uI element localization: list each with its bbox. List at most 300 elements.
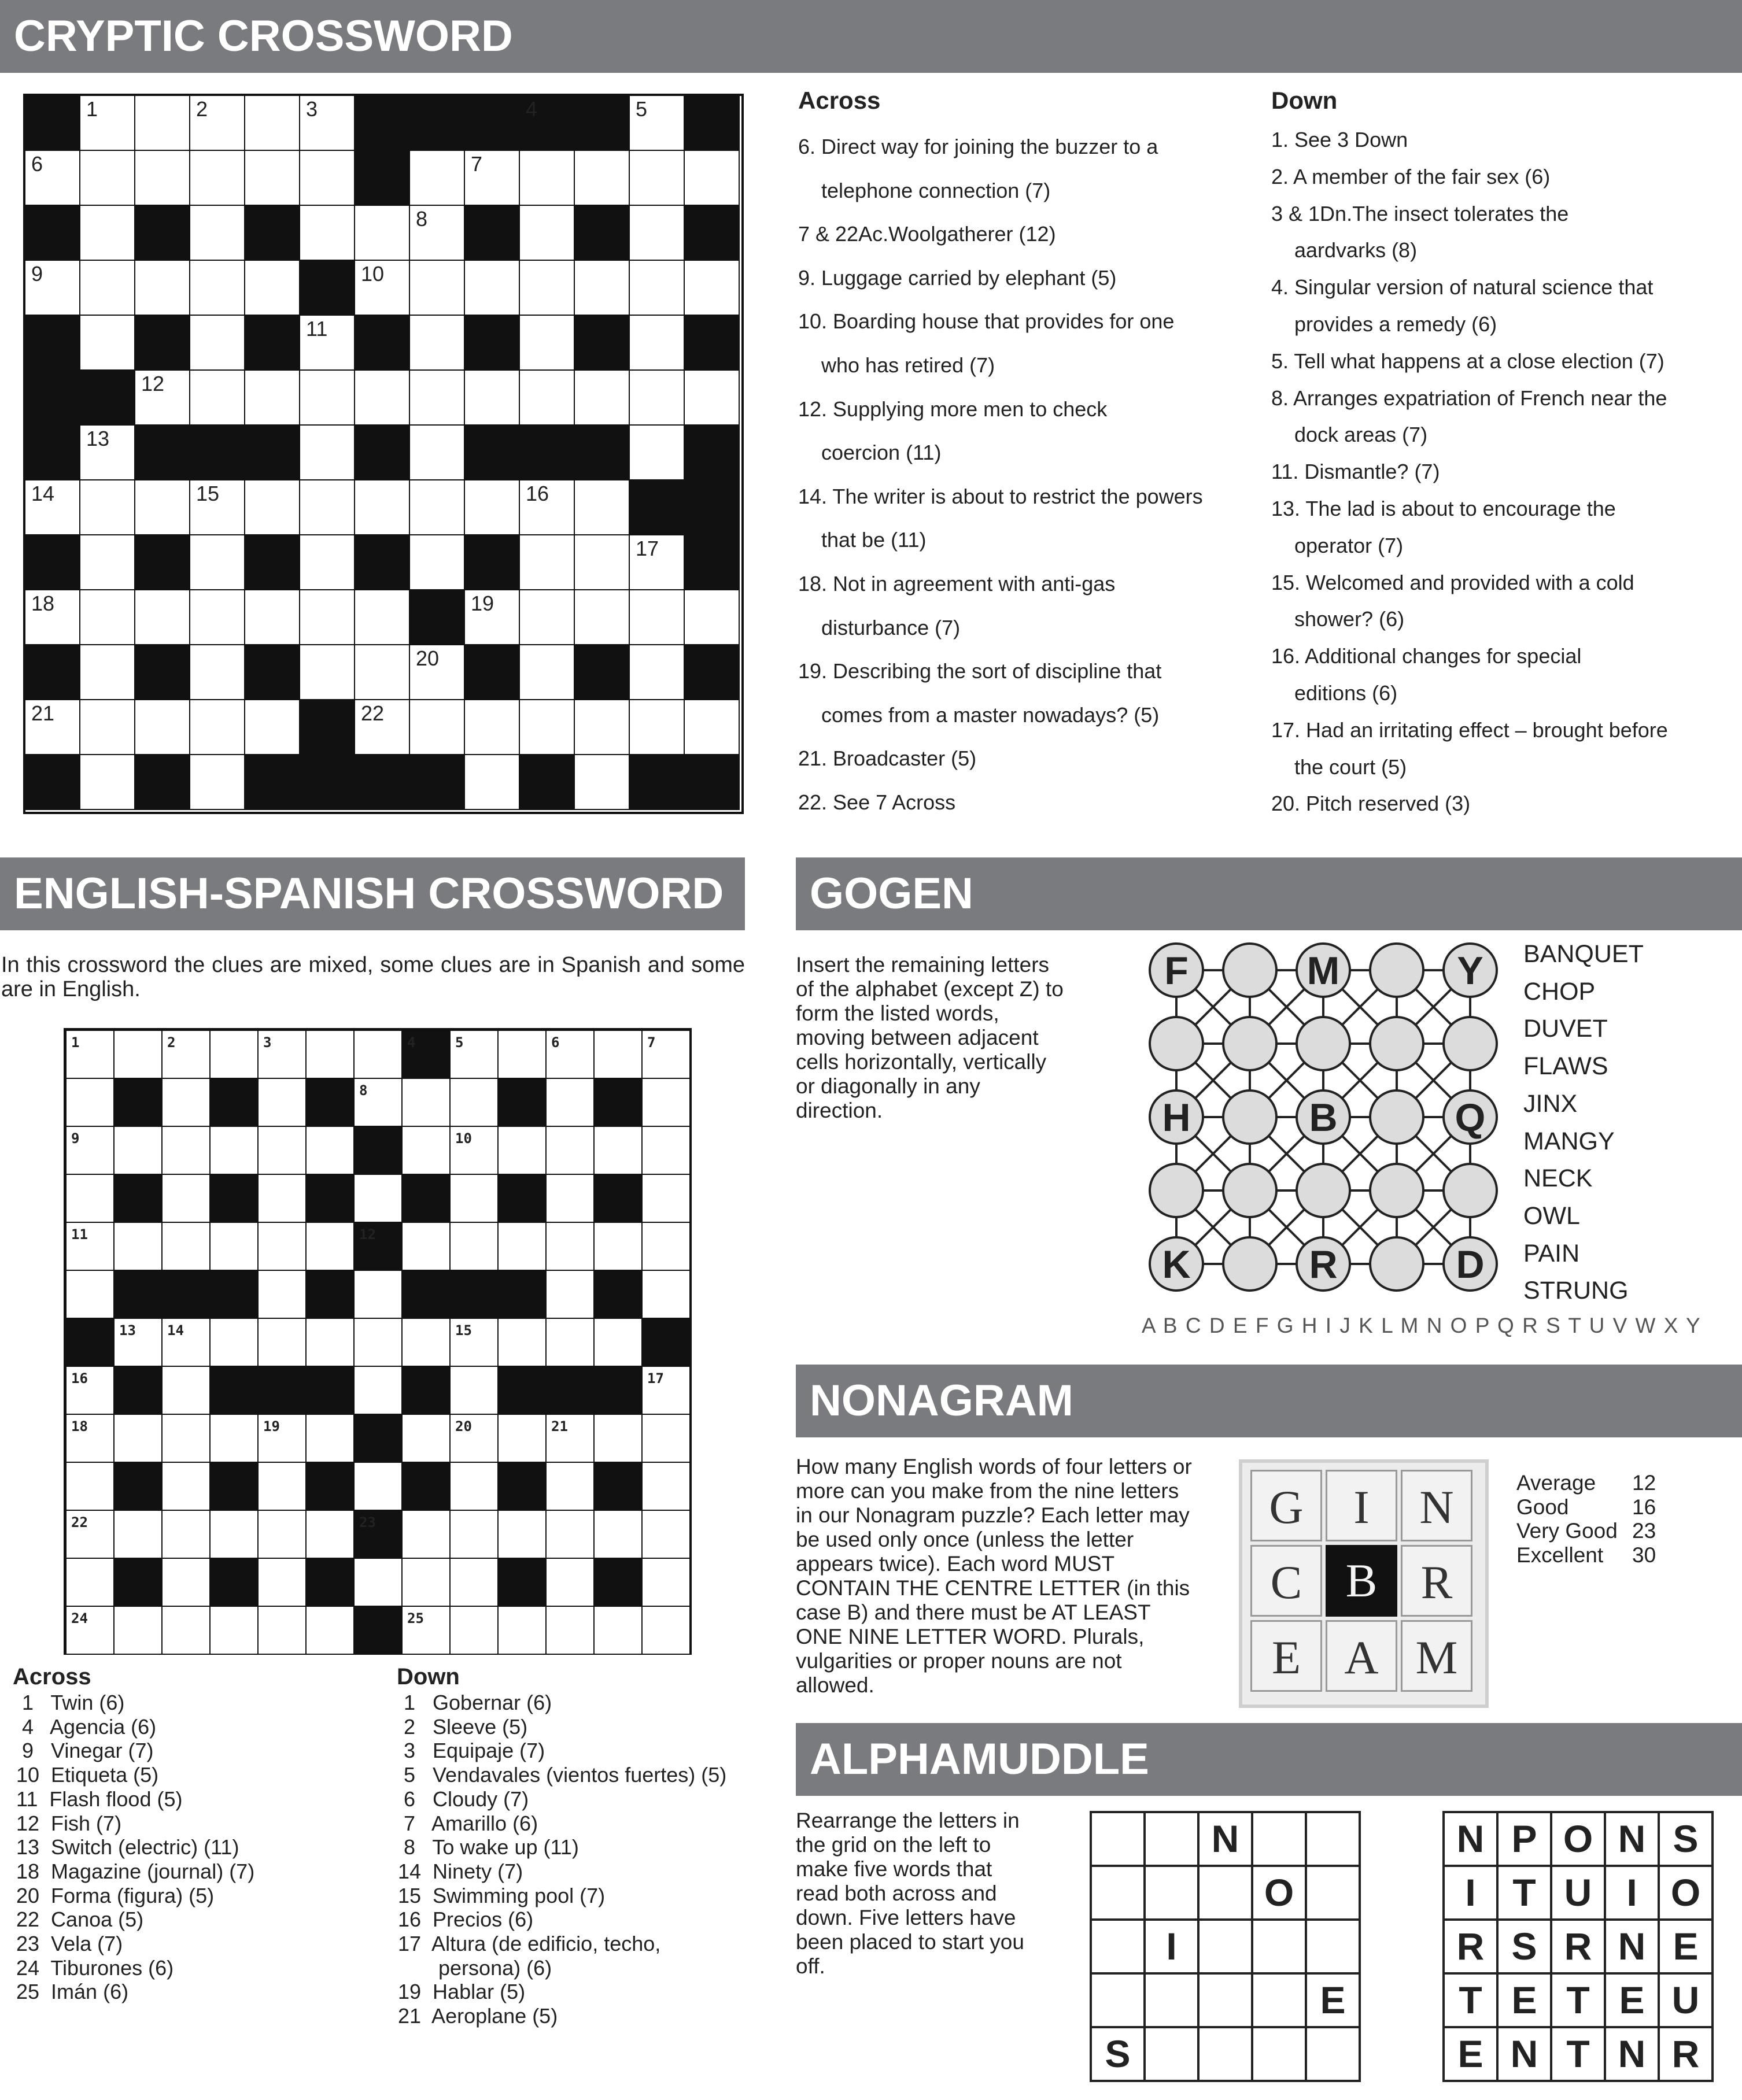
black-cell bbox=[403, 1175, 451, 1223]
white-cell[interactable] bbox=[520, 535, 575, 590]
alphamuddle-cell[interactable] bbox=[1143, 1972, 1200, 2028]
white-cell[interactable] bbox=[80, 480, 135, 535]
alphamuddle-cell[interactable] bbox=[1305, 2026, 1361, 2082]
white-cell[interactable] bbox=[547, 1607, 595, 1655]
white-cell[interactable] bbox=[575, 371, 630, 426]
gogen-cell[interactable] bbox=[1223, 944, 1276, 997]
black-cell bbox=[25, 206, 80, 261]
white-cell[interactable] bbox=[410, 700, 465, 755]
clue-number: 11 bbox=[306, 317, 328, 341]
white-cell[interactable] bbox=[115, 1607, 163, 1655]
white-cell[interactable] bbox=[499, 1607, 547, 1655]
gogen-cell[interactable] bbox=[1370, 1017, 1423, 1070]
white-cell[interactable] bbox=[163, 1223, 211, 1271]
white-cell[interactable] bbox=[520, 206, 575, 261]
clue-number: 10 bbox=[455, 1130, 472, 1147]
white-cell[interactable] bbox=[630, 700, 685, 755]
white-cell[interactable] bbox=[499, 1415, 547, 1463]
white-cell[interactable] bbox=[355, 1031, 403, 1079]
white-cell[interactable] bbox=[630, 426, 685, 480]
alphamuddle-cell[interactable] bbox=[1251, 1918, 1307, 1975]
cryptic-title: CRYPTIC CROSSWORD bbox=[14, 12, 513, 61]
white-cell[interactable] bbox=[259, 1319, 307, 1367]
white-cell[interactable] bbox=[547, 1559, 595, 1607]
white-cell[interactable] bbox=[403, 1127, 451, 1175]
white-cell[interactable] bbox=[190, 206, 245, 261]
white-cell[interactable] bbox=[685, 261, 740, 316]
white-cell[interactable] bbox=[307, 1511, 355, 1559]
white-cell[interactable] bbox=[80, 261, 135, 316]
alphamuddle-cell[interactable]: S bbox=[1090, 2026, 1146, 2082]
black-cell bbox=[115, 1367, 163, 1415]
white-cell[interactable] bbox=[465, 261, 520, 316]
clue-line: 17. Had an irritating effect – brought before bbox=[1271, 718, 1668, 742]
black-cell bbox=[575, 316, 630, 371]
white-cell[interactable] bbox=[300, 480, 355, 535]
white-cell[interactable] bbox=[259, 1175, 307, 1223]
white-cell[interactable] bbox=[451, 1607, 499, 1655]
gogen-word: PAIN bbox=[1523, 1239, 1580, 1267]
black-cell bbox=[245, 645, 300, 700]
white-cell[interactable] bbox=[643, 1175, 691, 1223]
white-cell[interactable] bbox=[595, 1223, 643, 1271]
clue-line: 19 Hablar (5) bbox=[398, 1980, 526, 2004]
white-cell[interactable] bbox=[300, 645, 355, 700]
white-cell[interactable] bbox=[547, 1463, 595, 1511]
white-cell[interactable] bbox=[163, 1511, 211, 1559]
white-cell[interactable] bbox=[630, 151, 685, 206]
white-cell[interactable] bbox=[190, 755, 245, 810]
white-cell[interactable] bbox=[465, 480, 520, 535]
white-cell[interactable] bbox=[451, 1463, 499, 1511]
white-cell[interactable] bbox=[575, 755, 630, 810]
clue-number: 5 bbox=[636, 97, 648, 121]
white-cell[interactable] bbox=[465, 755, 520, 810]
white-cell[interactable] bbox=[307, 1415, 355, 1463]
white-cell[interactable] bbox=[80, 206, 135, 261]
white-cell[interactable] bbox=[190, 316, 245, 371]
white-cell[interactable] bbox=[643, 1271, 691, 1319]
white-cell[interactable] bbox=[67, 1175, 115, 1223]
black-cell bbox=[499, 1175, 547, 1223]
clue-number: 23 bbox=[359, 1514, 376, 1530]
white-cell[interactable] bbox=[465, 700, 520, 755]
alphamuddle-cell[interactable] bbox=[1090, 1918, 1146, 1975]
nonagram-letter: R bbox=[1401, 1545, 1472, 1617]
white-cell[interactable] bbox=[630, 590, 685, 645]
white-cell[interactable] bbox=[630, 316, 685, 371]
white-cell[interactable] bbox=[67, 1079, 115, 1127]
gogen-word: NECK bbox=[1523, 1164, 1593, 1193]
alphamuddle-cell[interactable] bbox=[1305, 1811, 1361, 1867]
alphamuddle-cell[interactable] bbox=[1251, 2026, 1307, 2082]
alphamuddle-cell: N bbox=[1442, 1811, 1499, 1867]
white-cell[interactable] bbox=[685, 700, 740, 755]
clue-line: disturbance (7) bbox=[798, 615, 961, 639]
white-cell[interactable] bbox=[115, 1127, 163, 1175]
nonagram-letter: C bbox=[1250, 1545, 1322, 1617]
white-cell[interactable] bbox=[190, 371, 245, 426]
clue-line: 25 Imán (6) bbox=[16, 1980, 129, 2004]
gogen-cell[interactable] bbox=[1297, 1164, 1350, 1217]
black-cell bbox=[499, 1271, 547, 1319]
white-cell[interactable] bbox=[300, 535, 355, 590]
white-cell[interactable] bbox=[403, 1511, 451, 1559]
white-cell[interactable] bbox=[520, 700, 575, 755]
gogen-cell[interactable] bbox=[1150, 1164, 1203, 1217]
clue-line: 1. See 3 Down bbox=[1271, 128, 1408, 151]
white-cell[interactable] bbox=[643, 1079, 691, 1127]
white-cell[interactable] bbox=[259, 1223, 307, 1271]
gogen-cell[interactable] bbox=[1370, 1237, 1423, 1291]
white-cell[interactable] bbox=[80, 700, 135, 755]
white-cell[interactable] bbox=[643, 1223, 691, 1271]
white-cell[interactable] bbox=[595, 1319, 643, 1367]
alphamuddle-cell[interactable]: N bbox=[1197, 1811, 1253, 1867]
alphamuddle-cell[interactable] bbox=[1143, 2026, 1200, 2082]
white-cell[interactable] bbox=[211, 1031, 259, 1079]
white-cell[interactable] bbox=[115, 1511, 163, 1559]
white-cell[interactable] bbox=[163, 1463, 211, 1511]
white-cell[interactable] bbox=[190, 535, 245, 590]
white-cell[interactable] bbox=[520, 261, 575, 316]
white-cell[interactable] bbox=[355, 1367, 403, 1415]
gogen-cell[interactable] bbox=[1223, 1237, 1276, 1291]
white-cell[interactable] bbox=[575, 151, 630, 206]
black-cell bbox=[465, 316, 520, 371]
white-cell[interactable] bbox=[135, 590, 190, 645]
white-cell[interactable] bbox=[595, 1127, 643, 1175]
white-cell[interactable] bbox=[190, 645, 245, 700]
white-cell[interactable] bbox=[80, 645, 135, 700]
white-cell[interactable] bbox=[115, 1031, 163, 1079]
white-cell[interactable] bbox=[259, 1559, 307, 1607]
black-cell bbox=[355, 1127, 403, 1175]
white-cell[interactable] bbox=[163, 1367, 211, 1415]
alphamuddle-title: ALPHAMUDDLE bbox=[810, 1735, 1149, 1784]
white-cell[interactable] bbox=[211, 1511, 259, 1559]
white-cell[interactable] bbox=[245, 151, 300, 206]
white-cell[interactable] bbox=[403, 1415, 451, 1463]
white-cell[interactable] bbox=[300, 206, 355, 261]
white-cell[interactable] bbox=[115, 1223, 163, 1271]
white-cell[interactable] bbox=[135, 96, 190, 151]
white-cell[interactable] bbox=[465, 371, 520, 426]
gogen-cell[interactable] bbox=[1444, 1164, 1497, 1217]
white-cell[interactable] bbox=[575, 535, 630, 590]
white-cell[interactable] bbox=[211, 1607, 259, 1655]
clue-line: 14. The writer is about to restrict the powers bbox=[798, 484, 1203, 508]
alphamuddle-instructions: Rearrange the letters in the grid on the left to make five words that read both across and down. Five letters have been placed to start you off. bbox=[796, 1809, 1024, 1978]
black-cell bbox=[685, 535, 740, 590]
white-cell[interactable] bbox=[499, 1319, 547, 1367]
white-cell[interactable] bbox=[547, 1319, 595, 1367]
white-cell[interactable] bbox=[355, 1271, 403, 1319]
gogen-cell[interactable] bbox=[1444, 1017, 1497, 1070]
white-cell[interactable] bbox=[403, 1559, 451, 1607]
white-cell[interactable] bbox=[67, 1271, 115, 1319]
white-cell[interactable] bbox=[520, 645, 575, 700]
white-cell[interactable] bbox=[245, 480, 300, 535]
white-cell[interactable] bbox=[643, 1607, 691, 1655]
white-cell[interactable] bbox=[520, 371, 575, 426]
white-cell[interactable] bbox=[355, 590, 410, 645]
black-cell bbox=[211, 1559, 259, 1607]
white-cell[interactable] bbox=[245, 700, 300, 755]
white-cell[interactable] bbox=[300, 426, 355, 480]
clue-number: 8 bbox=[416, 207, 428, 231]
black-cell bbox=[403, 1367, 451, 1415]
white-cell[interactable] bbox=[80, 590, 135, 645]
white-cell[interactable] bbox=[575, 590, 630, 645]
white-cell[interactable] bbox=[499, 1511, 547, 1559]
white-cell[interactable] bbox=[410, 261, 465, 316]
white-cell[interactable] bbox=[245, 261, 300, 316]
black-cell bbox=[410, 755, 465, 810]
white-cell[interactable] bbox=[190, 590, 245, 645]
white-cell[interactable] bbox=[190, 151, 245, 206]
white-cell[interactable] bbox=[499, 1223, 547, 1271]
white-cell[interactable] bbox=[211, 1319, 259, 1367]
white-cell[interactable] bbox=[403, 1079, 451, 1127]
white-cell[interactable] bbox=[595, 1031, 643, 1079]
alphamuddle-cell[interactable] bbox=[1197, 1865, 1253, 1921]
clue-number: 15 bbox=[196, 482, 220, 505]
white-cell[interactable] bbox=[135, 480, 190, 535]
clue-number: 9 bbox=[71, 1130, 80, 1147]
english-spanish-grid bbox=[64, 1028, 692, 1655]
alphamuddle-cell[interactable] bbox=[1305, 1918, 1361, 1975]
black-cell bbox=[355, 151, 410, 206]
black-cell bbox=[355, 1415, 403, 1463]
white-cell[interactable] bbox=[307, 1607, 355, 1655]
black-cell bbox=[115, 1559, 163, 1607]
white-cell[interactable] bbox=[259, 1511, 307, 1559]
white-cell[interactable] bbox=[630, 645, 685, 700]
white-cell[interactable] bbox=[403, 1319, 451, 1367]
white-cell[interactable] bbox=[190, 261, 245, 316]
white-cell[interactable] bbox=[300, 590, 355, 645]
alphamuddle-cell[interactable] bbox=[1197, 1972, 1253, 2028]
white-cell[interactable] bbox=[245, 371, 300, 426]
white-cell[interactable] bbox=[163, 1415, 211, 1463]
white-cell[interactable] bbox=[135, 151, 190, 206]
white-cell[interactable] bbox=[300, 151, 355, 206]
white-cell[interactable] bbox=[547, 1175, 595, 1223]
clue-line: comes from a master nowadays? (5) bbox=[798, 703, 1160, 727]
white-cell[interactable] bbox=[163, 1559, 211, 1607]
white-cell[interactable] bbox=[547, 1223, 595, 1271]
white-cell[interactable] bbox=[499, 1031, 547, 1079]
white-cell[interactable] bbox=[307, 1319, 355, 1367]
white-cell[interactable] bbox=[685, 371, 740, 426]
alphamuddle-cell[interactable] bbox=[1143, 1811, 1200, 1867]
white-cell[interactable] bbox=[520, 316, 575, 371]
alphamuddle-cell[interactable] bbox=[1090, 1865, 1146, 1921]
score-label: Excellent bbox=[1516, 1543, 1604, 1567]
white-cell[interactable] bbox=[355, 1319, 403, 1367]
white-cell[interactable] bbox=[630, 261, 685, 316]
alphamuddle-cell: T bbox=[1550, 2026, 1606, 2082]
white-cell[interactable] bbox=[410, 151, 465, 206]
clue-line: aardvarks (8) bbox=[1271, 238, 1418, 262]
white-cell[interactable] bbox=[643, 1559, 691, 1607]
white-cell[interactable] bbox=[643, 1511, 691, 1559]
white-cell[interactable] bbox=[630, 206, 685, 261]
clue-line: 8 To wake up (11) bbox=[398, 1835, 579, 1859]
white-cell[interactable] bbox=[80, 151, 135, 206]
white-cell[interactable] bbox=[643, 1127, 691, 1175]
white-cell[interactable] bbox=[355, 1559, 403, 1607]
alphamuddle-cell: E bbox=[1604, 1972, 1660, 2028]
white-cell[interactable] bbox=[410, 316, 465, 371]
white-cell[interactable] bbox=[595, 1607, 643, 1655]
white-cell[interactable] bbox=[135, 261, 190, 316]
gogen-cell[interactable] bbox=[1150, 1017, 1203, 1070]
white-cell[interactable] bbox=[547, 1079, 595, 1127]
black-cell bbox=[25, 535, 80, 590]
white-cell[interactable] bbox=[67, 1559, 115, 1607]
white-cell[interactable] bbox=[355, 1463, 403, 1511]
alphamuddle-cell: R bbox=[1442, 1918, 1499, 1975]
white-cell[interactable] bbox=[259, 1079, 307, 1127]
alphamuddle-cell[interactable] bbox=[1197, 1918, 1253, 1975]
white-cell[interactable] bbox=[575, 261, 630, 316]
black-cell bbox=[211, 1463, 259, 1511]
clue-line: 13. The lad is about to encourage the bbox=[1271, 497, 1616, 520]
score-label: Very Good bbox=[1516, 1519, 1618, 1543]
white-cell[interactable] bbox=[451, 1511, 499, 1559]
white-cell[interactable] bbox=[685, 590, 740, 645]
black-cell bbox=[135, 535, 190, 590]
white-cell[interactable] bbox=[163, 1079, 211, 1127]
white-cell[interactable] bbox=[355, 480, 410, 535]
alphamuddle-cell[interactable] bbox=[1090, 1972, 1146, 2028]
white-cell[interactable] bbox=[307, 1127, 355, 1175]
black-cell bbox=[211, 1271, 259, 1319]
white-cell[interactable] bbox=[575, 700, 630, 755]
alphamuddle-cell[interactable]: E bbox=[1305, 1972, 1361, 2028]
white-cell[interactable] bbox=[643, 1415, 691, 1463]
white-cell[interactable] bbox=[355, 645, 410, 700]
white-cell[interactable] bbox=[547, 1511, 595, 1559]
alphamuddle-cell[interactable] bbox=[1090, 1811, 1146, 1867]
white-cell[interactable] bbox=[520, 590, 575, 645]
gogen-word: OWL bbox=[1523, 1201, 1580, 1230]
nonagram-instructions: How many English words of four letters or more can you make from the nine letters in our Nonagram puzzle? Each letter may be used only once (unless the letter appears twice). Each word MUST CONTAIN THE CENTRE LETTER (in this case B) and there must be AT LEAST ONE NINE LETTER WORD. Plurals, vulgarities or proper nouns are not allowed. bbox=[796, 1455, 1192, 1697]
black-cell bbox=[465, 535, 520, 590]
alphamuddle-cell: N bbox=[1604, 1811, 1660, 1867]
clue-line: 23 Vela (7) bbox=[16, 1932, 123, 1955]
gogen-cell[interactable] bbox=[1223, 1017, 1276, 1070]
white-cell[interactable] bbox=[163, 1175, 211, 1223]
white-cell[interactable] bbox=[355, 206, 410, 261]
clue-line: dock areas (7) bbox=[1271, 423, 1428, 447]
gogen-cell[interactable] bbox=[1297, 1017, 1350, 1070]
white-cell[interactable] bbox=[595, 1415, 643, 1463]
white-cell[interactable] bbox=[355, 1175, 403, 1223]
alphamuddle-cell[interactable] bbox=[1305, 1865, 1361, 1921]
white-cell[interactable] bbox=[547, 1127, 595, 1175]
white-cell[interactable] bbox=[403, 1223, 451, 1271]
white-cell[interactable] bbox=[575, 480, 630, 535]
white-cell[interactable] bbox=[245, 590, 300, 645]
white-cell[interactable] bbox=[451, 1367, 499, 1415]
gogen-cell[interactable] bbox=[1370, 944, 1423, 997]
black-cell bbox=[300, 261, 355, 316]
white-cell[interactable] bbox=[115, 1415, 163, 1463]
white-cell[interactable] bbox=[80, 535, 135, 590]
gogen-cell[interactable] bbox=[1370, 1164, 1423, 1217]
gogen-word: JINX bbox=[1523, 1089, 1578, 1118]
white-cell[interactable] bbox=[259, 1607, 307, 1655]
white-cell[interactable] bbox=[410, 371, 465, 426]
alphamuddle-cell[interactable] bbox=[1251, 1972, 1307, 2028]
black-cell bbox=[465, 96, 520, 151]
clue-number: 3 bbox=[306, 97, 318, 121]
white-cell[interactable] bbox=[410, 426, 465, 480]
white-cell[interactable] bbox=[190, 700, 245, 755]
alphamuddle-cell[interactable] bbox=[1251, 1811, 1307, 1867]
white-cell[interactable] bbox=[307, 1031, 355, 1079]
black-cell bbox=[685, 755, 740, 810]
white-cell[interactable] bbox=[307, 1223, 355, 1271]
white-cell[interactable] bbox=[211, 1223, 259, 1271]
white-cell[interactable] bbox=[211, 1127, 259, 1175]
gogen-cell[interactable] bbox=[1370, 1090, 1423, 1144]
white-cell[interactable] bbox=[451, 1175, 499, 1223]
cryptic-grid bbox=[23, 94, 744, 814]
white-cell[interactable] bbox=[135, 700, 190, 755]
white-cell[interactable] bbox=[80, 755, 135, 810]
black-cell bbox=[211, 1175, 259, 1223]
white-cell[interactable] bbox=[355, 371, 410, 426]
white-cell[interactable] bbox=[451, 1223, 499, 1271]
alphamuddle-cell[interactable] bbox=[1143, 1865, 1200, 1921]
white-cell[interactable] bbox=[245, 96, 300, 151]
gogen-letter: H bbox=[1162, 1096, 1191, 1140]
white-cell[interactable] bbox=[211, 1415, 259, 1463]
white-cell[interactable] bbox=[630, 371, 685, 426]
white-cell[interactable] bbox=[547, 1271, 595, 1319]
clue-line: shower? (6) bbox=[1271, 607, 1405, 631]
gogen-cell[interactable] bbox=[1223, 1090, 1276, 1144]
clue-line: 12. Supplying more men to check bbox=[798, 397, 1108, 421]
alphamuddle-cell[interactable] bbox=[1197, 2026, 1253, 2082]
white-cell[interactable] bbox=[451, 1079, 499, 1127]
white-cell[interactable] bbox=[499, 1127, 547, 1175]
white-cell[interactable] bbox=[595, 1511, 643, 1559]
black-cell bbox=[499, 1079, 547, 1127]
white-cell[interactable] bbox=[451, 1559, 499, 1607]
white-cell[interactable] bbox=[163, 1607, 211, 1655]
white-cell[interactable] bbox=[259, 1271, 307, 1319]
white-cell[interactable] bbox=[643, 1463, 691, 1511]
alphamuddle-cell[interactable]: O bbox=[1251, 1865, 1307, 1921]
white-cell[interactable] bbox=[300, 371, 355, 426]
white-cell[interactable] bbox=[410, 535, 465, 590]
white-cell[interactable] bbox=[163, 1127, 211, 1175]
white-cell[interactable] bbox=[259, 1127, 307, 1175]
white-cell[interactable] bbox=[67, 1463, 115, 1511]
alphamuddle-cell[interactable]: I bbox=[1143, 1918, 1200, 1975]
white-cell[interactable] bbox=[685, 151, 740, 206]
white-cell[interactable] bbox=[80, 316, 135, 371]
gogen-cell[interactable] bbox=[1223, 1164, 1276, 1217]
white-cell[interactable] bbox=[410, 480, 465, 535]
white-cell[interactable] bbox=[259, 1463, 307, 1511]
white-cell[interactable] bbox=[520, 151, 575, 206]
